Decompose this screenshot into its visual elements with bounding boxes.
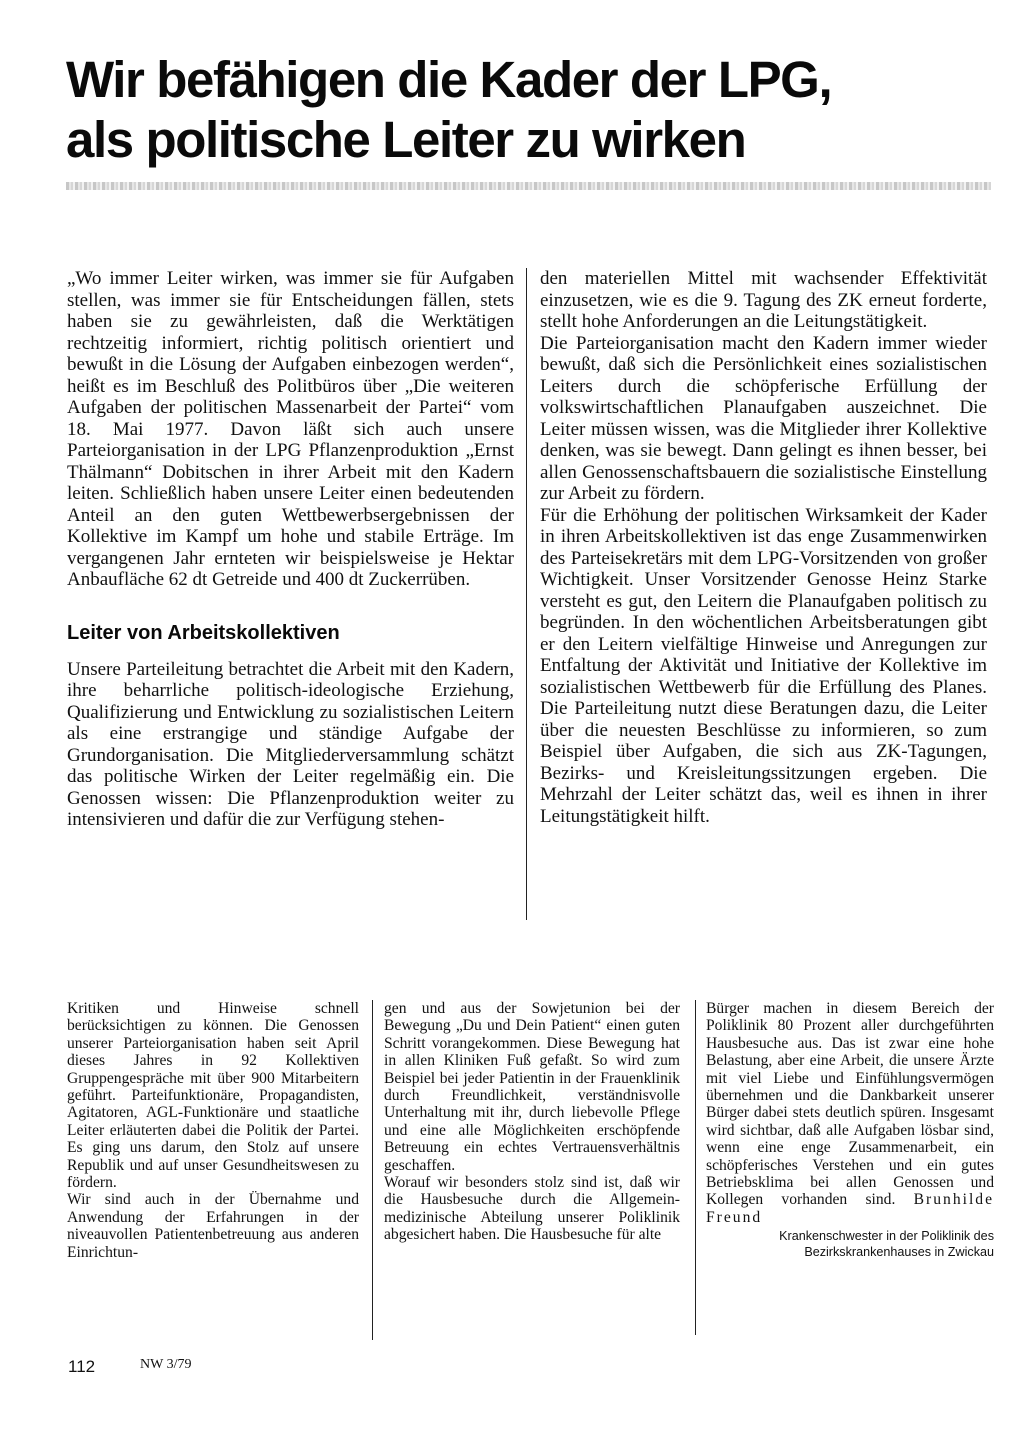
paragraph bbox=[706, 1000, 994, 1226]
paragraph: Kritiken und Hinweise schnell berücksichtigen zu können. Die Genossen unserer Parteiorganisation haben seit April dieses Jahres in 92 Kollektiven Gruppengespräche mit über 900 Mitarbeitern geführt. Parteifunktionäre, Propagandisten, Agitatoren, AGL-Funktionäre und staatliche Leiter erläuterten dabei die Politik der Partei. Es ging uns darum, den Stolz auf unsere Republik und auf unser Gesundheitswesen zu fördern. bbox=[67, 1000, 359, 1192]
letter-column-1 bbox=[67, 1000, 359, 1261]
article-column-1 bbox=[67, 268, 514, 831]
article-column-2 bbox=[540, 268, 987, 827]
paragraph: den materiellen Mittel mit wachsender Effektivität einzusetzen, wie es die 9. Tagung des ZK erneut forderte, stellt hohe Anforderungen an die Leitungstätigkeit. bbox=[540, 268, 987, 332]
paragraph: Die Parteiorganisation macht den Kadern immer wieder bewußt, daß sich die Persönlichkeit eines sozialistischen Leiters durch die schöpferische Erfüllung der volkswirtschaftlichen Planaufgaben auszeichnet. Die Leiter müssen wissen, was die Mitglieder ihrer Kollektive denken, was sie bewegt. Dann gelingt es ihnen besser, bei allen Genossenschaftsbauern die sozialistische Einstellung zur Arbeit zu fördern. bbox=[540, 332, 987, 504]
page-number: 112 bbox=[68, 1357, 96, 1376]
paragraph: Worauf wir besonders stolz sind ist, daß wir die Hausbesuche durch die Allgemein-medizinische Abteilung unserer Poliklinik abgesichert haben. Die Hausbesuche für alte bbox=[384, 1174, 680, 1244]
paragraph: Wir sind auch in der Übernahme und Anwendung der Erfahrungen in der niveauvollen Patientenbetreuung aus anderen Einrichtun- bbox=[67, 1191, 359, 1261]
column-divider bbox=[695, 1000, 696, 1335]
author-name: Brunhilde Freund bbox=[706, 1191, 994, 1226]
section-subheading: Leiter von Arbeitskollektiven bbox=[67, 621, 340, 644]
headline-line-1: Wir befähigen die Kader der LPG, bbox=[66, 51, 832, 108]
letter-column-3 bbox=[706, 1000, 994, 1260]
letter-column-2 bbox=[384, 1000, 680, 1244]
column-divider bbox=[526, 268, 527, 920]
issue-label: NW 3/79 bbox=[140, 1357, 192, 1372]
author-role: Krankenschwester in der Poliklinik des Bezirkskrankenhauses in Zwickau bbox=[779, 1229, 994, 1260]
section-paragraph: Unsere Parteileitung betrachtet die Arbeit mit den Kadern, ihre beharrliche politisch-ideologische Erziehung, Qualifizierung und Entwicklung zu sozialistischen Leitern als eine erstrangige und ständige Aufgabe der Grundorganisation. Die Mitgliederversammlung schätzt das politische Wirken der Leiter regelmäßig ein. Die Genossen wissen: Die Pflanzenproduktion weiter zu intensivieren und dafür die zur Verfügung stehen- bbox=[67, 658, 514, 830]
paragraph: Für die Erhöhung der politischen Wirksamkeit der Kader in ihren Arbeitskollektiven ist das enge Zusammenwirken des Parteisekretärs mit dem LPG-Vorsitzenden von großer Wichtigkeit. Unser Vorsitzender Genosse Heinz Starke versteht es gut, den Leitern die Planaufgaben politisch zu begründen. In den wöchentlichen Arbeitsberatungen gibt er den Leitern vielfältige Hinweise und Anregungen zur Entfaltung der Aktivität und Initiative der Kollektive im sozialistischen Wettbewerb für die Erfüllung des Planes. Die Parteileitung nutzt diese Beratungen dazu, die Leiter über die neuesten Beschlüsse zu informieren, so zum Beispiel über Aufgaben, die sich aus ZK-Tagungen, Bezirks- und Kreisleitungssitzungen ergeben. Die Mehrzahl der Leiter schätzt das, weil es ihnen in ihrer Leitungstätigkeit hilft. bbox=[540, 504, 987, 827]
headline-line-2: als politische Leiter zu wirken bbox=[66, 111, 746, 168]
headline bbox=[66, 50, 986, 170]
column-divider bbox=[372, 1000, 373, 1340]
paragraph: gen und aus der Sowjetunion bei der Bewegung „Du und Dein Patient“ einen guten Schritt vorangekommen. Diese Bewegung hat in allen Kliniken Fuß gefaßt. So wird zum Beispiel bei jeder Patientin in der Frauenklinik durch Freundlichkeit, verständnisvolle Unterhaltung mit ihr, durch liebevolle Pflege und eine alle Möglichkeiten erschöpfende Betreuung ein echtes Vertrauensverhältnis geschaffen. bbox=[384, 1000, 680, 1174]
headline-rule bbox=[66, 182, 991, 190]
paragraph-text: Bürger machen in diesem Bereich der Poliklinik 80 Prozent aller durchgeführten Hausbesuche aus. Das ist zwar eine hohe Belastung, aber eine Arbeit, die unsere Ärzte mit viel Liebe und Einfühlungsvermögen übernehmen und die Dankbarkeit unserer Bürger dabei stets deutlich spüren. Insgesamt wird sichtbar, daß alle Aufgaben lösbar sind, wenn eine enge Zusammenarbeit, ein schöpferisches Verstehen und ein gutes Betriebsklima bei allen Genossen und Kollegen vorhanden sind. bbox=[706, 1000, 994, 1209]
intro-paragraph: „Wo immer Leiter wirken, was immer sie für Aufgaben stellen, was immer sie für Entscheidungen fällen, stets haben sie zu gewährleisten, daß die Werktätigen rechtzeitig informiert, richtig politisch orientiert und bewußt in die Lösung der Aufgaben einbezogen werden“, heißt es im Beschluß des Politbüros über „Die weiteren Aufgaben der politischen Massenarbeit der Partei“ vom 18. Mai 1977. Davon läßt sich auch unsere Parteiorganisation in der LPG Pflanzenproduktion „Ernst Thälmann“ Dobitschen in ihrer Arbeit mit den Kadern leiten. Schließlich haben unsere Leiter einen bedeutenden Anteil an den guten Wettbewerbsergebnissen der Kollektive im Kampf um hohe und stabile Erträge. Im vergangenen Jahr ernteten wir beispielsweise je Hektar Anbaufläche 62 dt Getreide und 400 dt Zuckerrüben. bbox=[67, 268, 514, 590]
